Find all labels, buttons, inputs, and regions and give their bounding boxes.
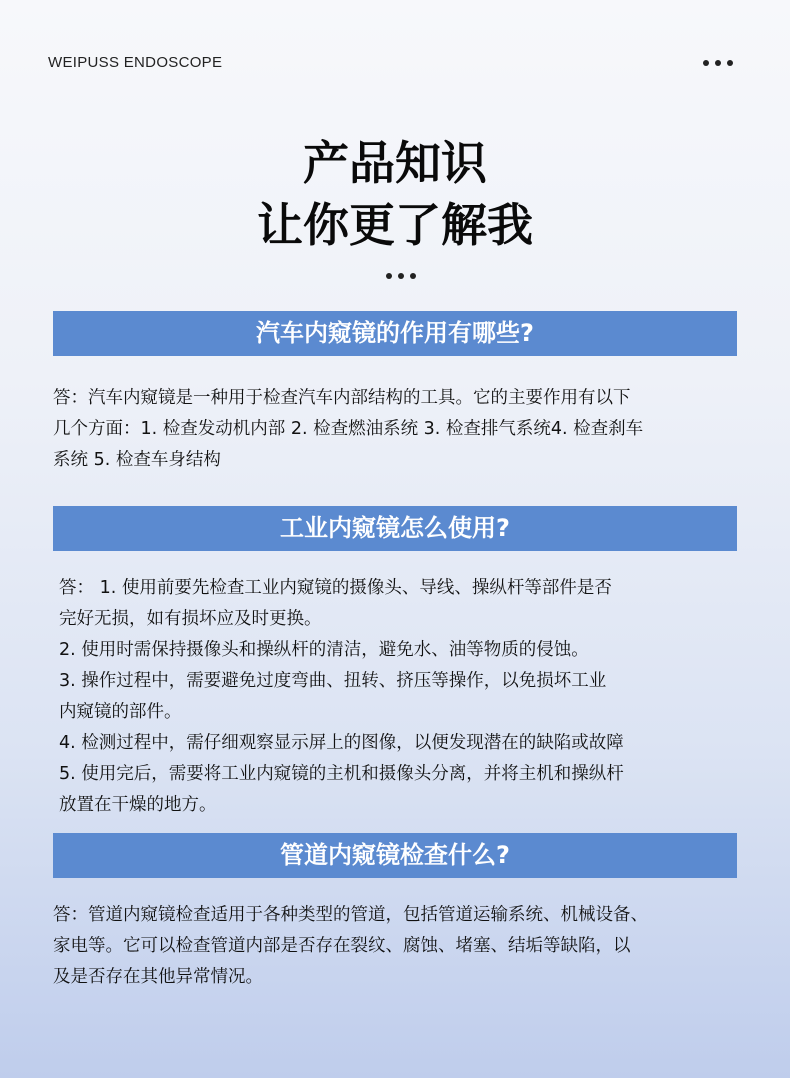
body-line: 答： 1. 使用前要先检查工业内窥镜的摄像头、导线、操纵杆等部件是否	[59, 578, 612, 598]
body-line: 5. 使用完后，需要将工业内窥镜的主机和摄像头分离，并将主机和操纵杆	[59, 764, 624, 784]
body-line: 几个方面：1. 检查发动机内部 2. 检查燃油系统 3. 检查排气系统4. 检查刹车	[53, 419, 644, 439]
body-line: 内窥镜的部件。	[59, 702, 182, 722]
body-line: 答：管道内窥镜检查适用于各种类型的管道，包括管道运输系统、机械设备、	[53, 905, 648, 925]
body-line: 答：汽车内窥镜是一种用于检查汽车内部结构的工具。它的主要作用有以下	[53, 388, 631, 408]
section-heading-car-endoscope: 汽车内窥镜的作用有哪些?	[53, 311, 737, 356]
brand-name: WEIPUSS ENDOSCOPE	[48, 54, 223, 71]
section-heading-industrial-endoscope: 工业内窥镜怎么使用?	[53, 506, 737, 551]
page-title-line-1: 产品知识	[303, 136, 487, 190]
divider-dots-icon	[386, 273, 416, 279]
body-line: 完好无损，如有损坏应及时更换。	[59, 609, 322, 629]
more-dots-icon[interactable]	[703, 60, 733, 66]
body-line: 2. 使用时需保持摄像头和操纵杆的清洁，避免水、油等物质的侵蚀。	[59, 640, 589, 660]
body-line: 家电等。它可以检查管道内部是否存在裂纹、腐蚀、堵塞、结垢等缺陷，以	[53, 936, 631, 956]
body-line: 3. 操作过程中，需要避免过度弯曲、扭转、挤压等操作，以免损坏工业	[59, 671, 607, 691]
section-body-industrial-endoscope	[59, 573, 739, 821]
body-line: 放置在干燥的地方。	[59, 795, 217, 815]
body-line: 及是否存在其他异常情况。	[53, 967, 263, 987]
body-line: 4. 检测过程中，需仔细观察显示屏上的图像，以便发现潜在的缺陷或故障	[59, 733, 624, 753]
section-heading-pipe-endoscope: 管道内窥镜检查什么?	[53, 833, 737, 878]
section-body-pipe-endoscope	[53, 900, 753, 993]
section-body-car-endoscope	[53, 383, 743, 476]
body-line: 系统 5. 检查车身结构	[53, 450, 221, 470]
page-title-line-2: 让你更了解我	[257, 198, 533, 252]
